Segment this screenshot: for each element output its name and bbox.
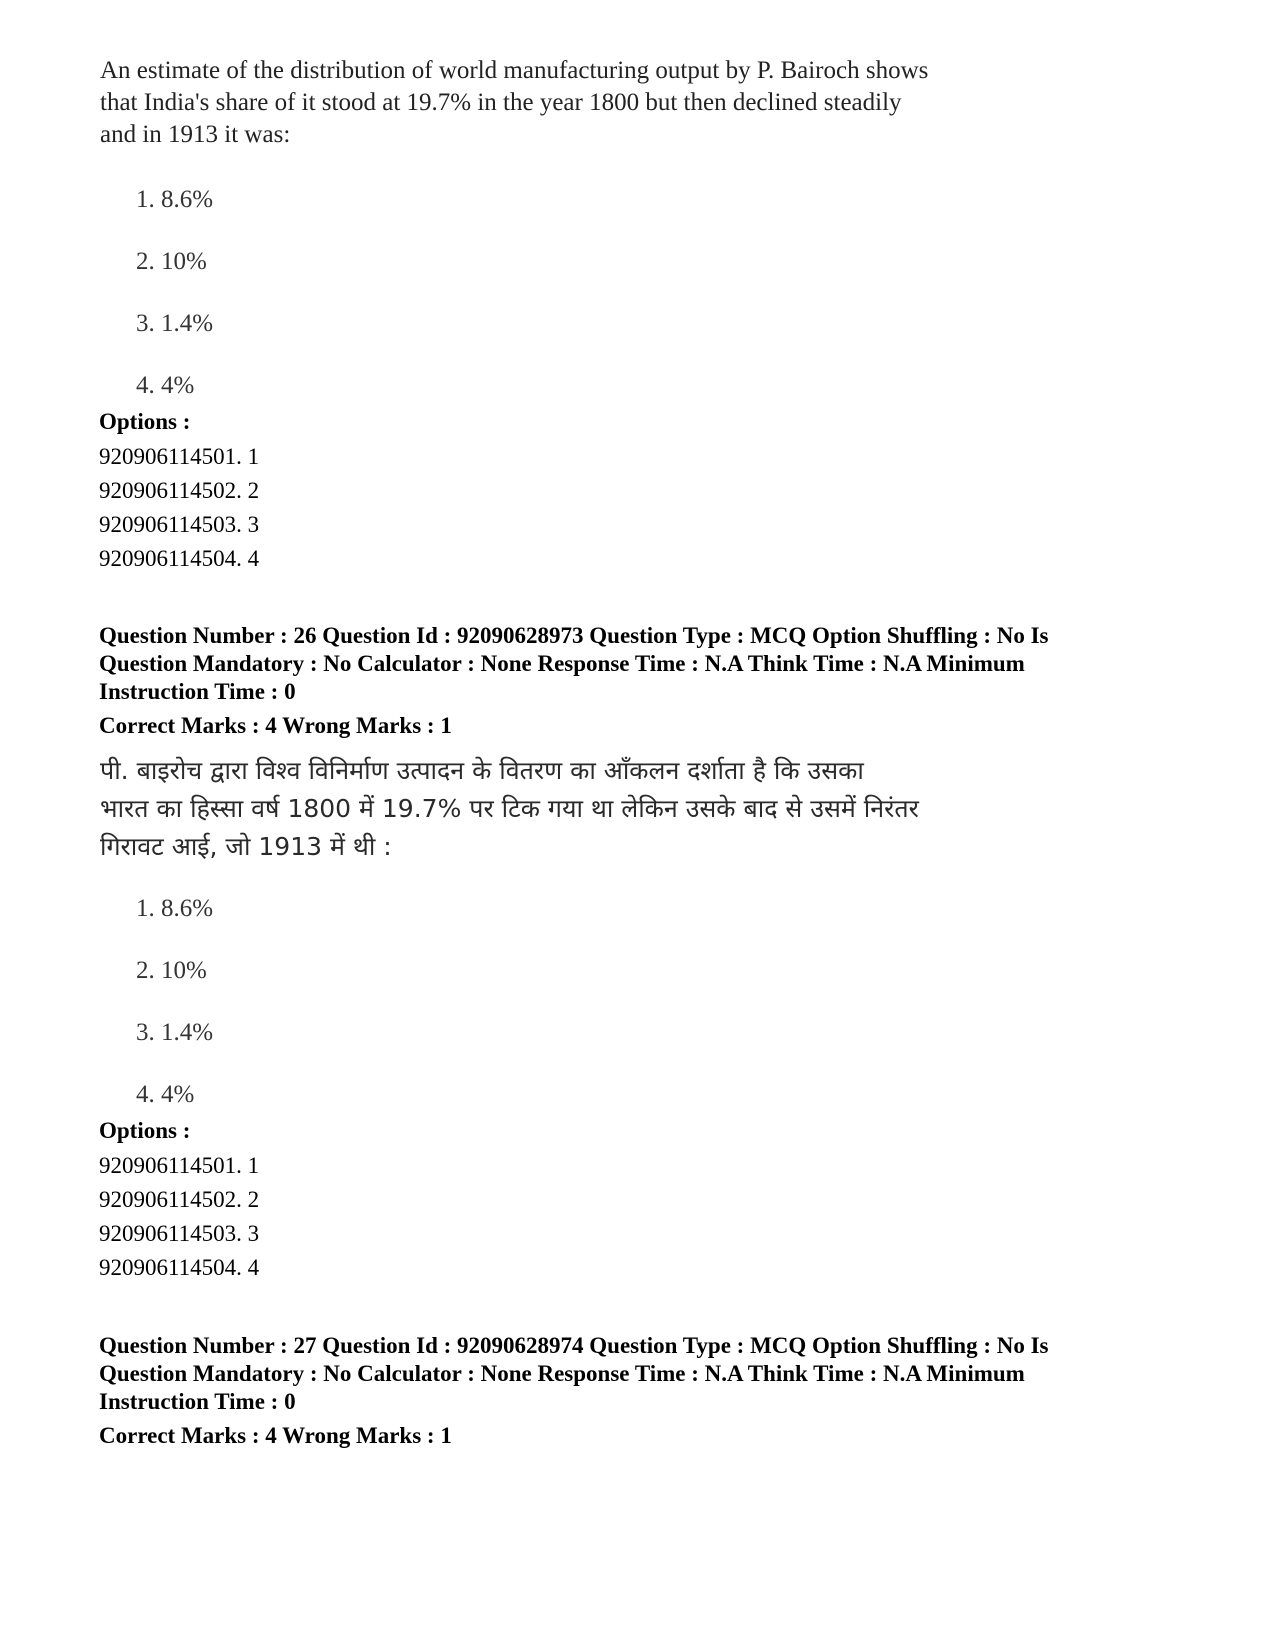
question-25-choice-3: 3. 1.4% bbox=[136, 310, 214, 337]
question-25-option-id-3: 920906114503. 3 bbox=[99, 512, 260, 537]
question-26-choice-1: 1. 8.6% bbox=[136, 895, 214, 922]
question-25-option-id-4: 920906114504. 4 bbox=[99, 546, 260, 571]
question-26-text-line-2: भारत का हिस्सा वर्ष 1800 में 19.7% पर टिक गया था लेकिन उसके बाद से उसमें निरंतर bbox=[100, 794, 919, 823]
question-25-choice-2: 2. 10% bbox=[136, 248, 207, 275]
question-26-option-id-3: 920906114503. 3 bbox=[99, 1221, 260, 1246]
question-27-marks: Correct Marks : 4 Wrong Marks : 1 bbox=[99, 1423, 452, 1448]
question-25-option-id-1: 920906114501. 1 bbox=[99, 444, 260, 469]
question-26-choice-4: 4. 4% bbox=[136, 1081, 195, 1108]
question-25-choice-1: 1. 8.6% bbox=[136, 186, 214, 213]
question-26-option-id-4: 920906114504. 4 bbox=[99, 1255, 260, 1280]
question-26-options-label: Options : bbox=[99, 1118, 191, 1143]
question-27-meta-line-2: Question Mandatory : No Calculator : None Response Time : N.A Think Time : N.A Minimum bbox=[99, 1361, 1025, 1386]
question-26-text-line-3: गिरावट आई, जो 1913 में थी : bbox=[100, 832, 392, 861]
question-26-meta-line-1: Question Number : 26 Question Id : 92090628973 Question Type : MCQ Option Shuffling : No Is bbox=[99, 623, 1049, 648]
question-26-option-id-2: 920906114502. 2 bbox=[99, 1187, 260, 1212]
question-27-meta-line-3: Instruction Time : 0 bbox=[99, 1389, 296, 1414]
question-26-choice-3: 3. 1.4% bbox=[136, 1019, 214, 1046]
question-26-marks: Correct Marks : 4 Wrong Marks : 1 bbox=[99, 713, 452, 738]
question-25-text-line-3: and in 1913 it was: bbox=[100, 121, 291, 148]
question-26-option-id-1: 920906114501. 1 bbox=[99, 1153, 260, 1178]
question-25-choice-4: 4. 4% bbox=[136, 372, 195, 399]
question-26-meta-line-2: Question Mandatory : No Calculator : None Response Time : N.A Think Time : N.A Minimum bbox=[99, 651, 1025, 676]
question-25-options-label: Options : bbox=[99, 409, 191, 434]
question-25-text-line-2: that India's share of it stood at 19.7% in the year 1800 but then declined steadily bbox=[100, 89, 902, 116]
question-25-option-id-2: 920906114502. 2 bbox=[99, 478, 260, 503]
question-25-text-line-1: An estimate of the distribution of world manufacturing output by P. Bairoch shows bbox=[100, 57, 929, 84]
question-27-meta-line-1: Question Number : 27 Question Id : 92090628974 Question Type : MCQ Option Shuffling : No Is bbox=[99, 1333, 1049, 1358]
question-26-choice-2: 2. 10% bbox=[136, 957, 207, 984]
question-26-text-line-1: पी. बाइरोच द्वारा विश्व विनिर्माण उत्पादन के वितरण का आँकलन दर्शाता है कि उसका bbox=[100, 756, 864, 785]
question-26-meta-line-3: Instruction Time : 0 bbox=[99, 679, 296, 704]
